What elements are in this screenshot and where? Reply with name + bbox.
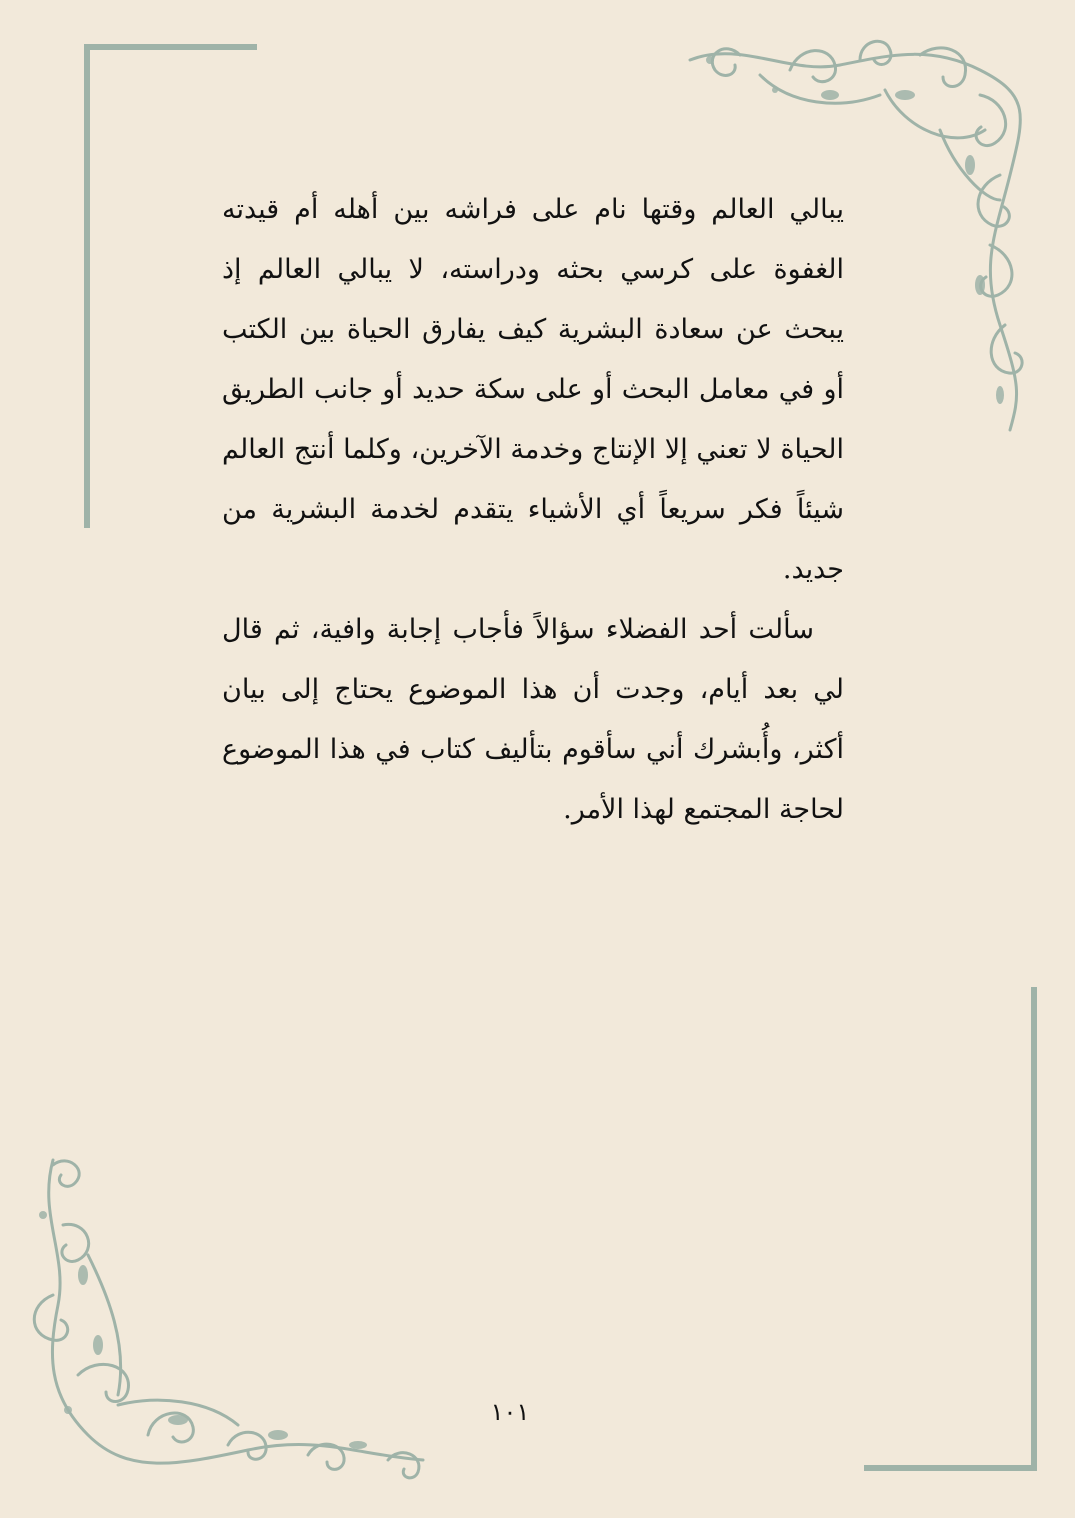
frame-top-left-horizontal: [84, 44, 257, 50]
frame-bottom-right-vertical: [1031, 987, 1037, 1471]
floral-corner-bottom-left-icon: [28, 1155, 433, 1485]
paragraph-2: سألت أحد الفضلاء سؤالاً فأجاب إجابة وافية، ثم قال لي بعد أيام، وجدت أن هذا الموضوع يحتاج إلى بيان أكثر، وأُبشرك أني سأقوم بتأليف كتاب في هذا الموضوع لحاجة المجتمع لهذا الأمر.: [222, 614, 844, 825]
paragraph-1: يبالي العالم وقتها نام على فراشه بين أهله أم قيدته الغفوة على كرسي بحثه ودراسته، لا يبالي العالم إذ يبحث عن سعادة البشرية كيف يفارق الحياة بين الكتب أو في معامل البحث أو على سكة حديد أو جانب الطريق الحياة لا تعني إلا الإنتاج وخدمة الآخرين، وكلما أنتج العالم شيئاً فكر سريعاً أي الأشياء يتقدم لخدمة البشرية من جديد.: [222, 194, 844, 585]
frame-top-left-vertical: [84, 44, 90, 528]
frame-bottom-right-horizontal: [864, 1465, 1037, 1471]
page-number: ١٠١: [490, 1398, 530, 1426]
body-text: [222, 180, 844, 840]
